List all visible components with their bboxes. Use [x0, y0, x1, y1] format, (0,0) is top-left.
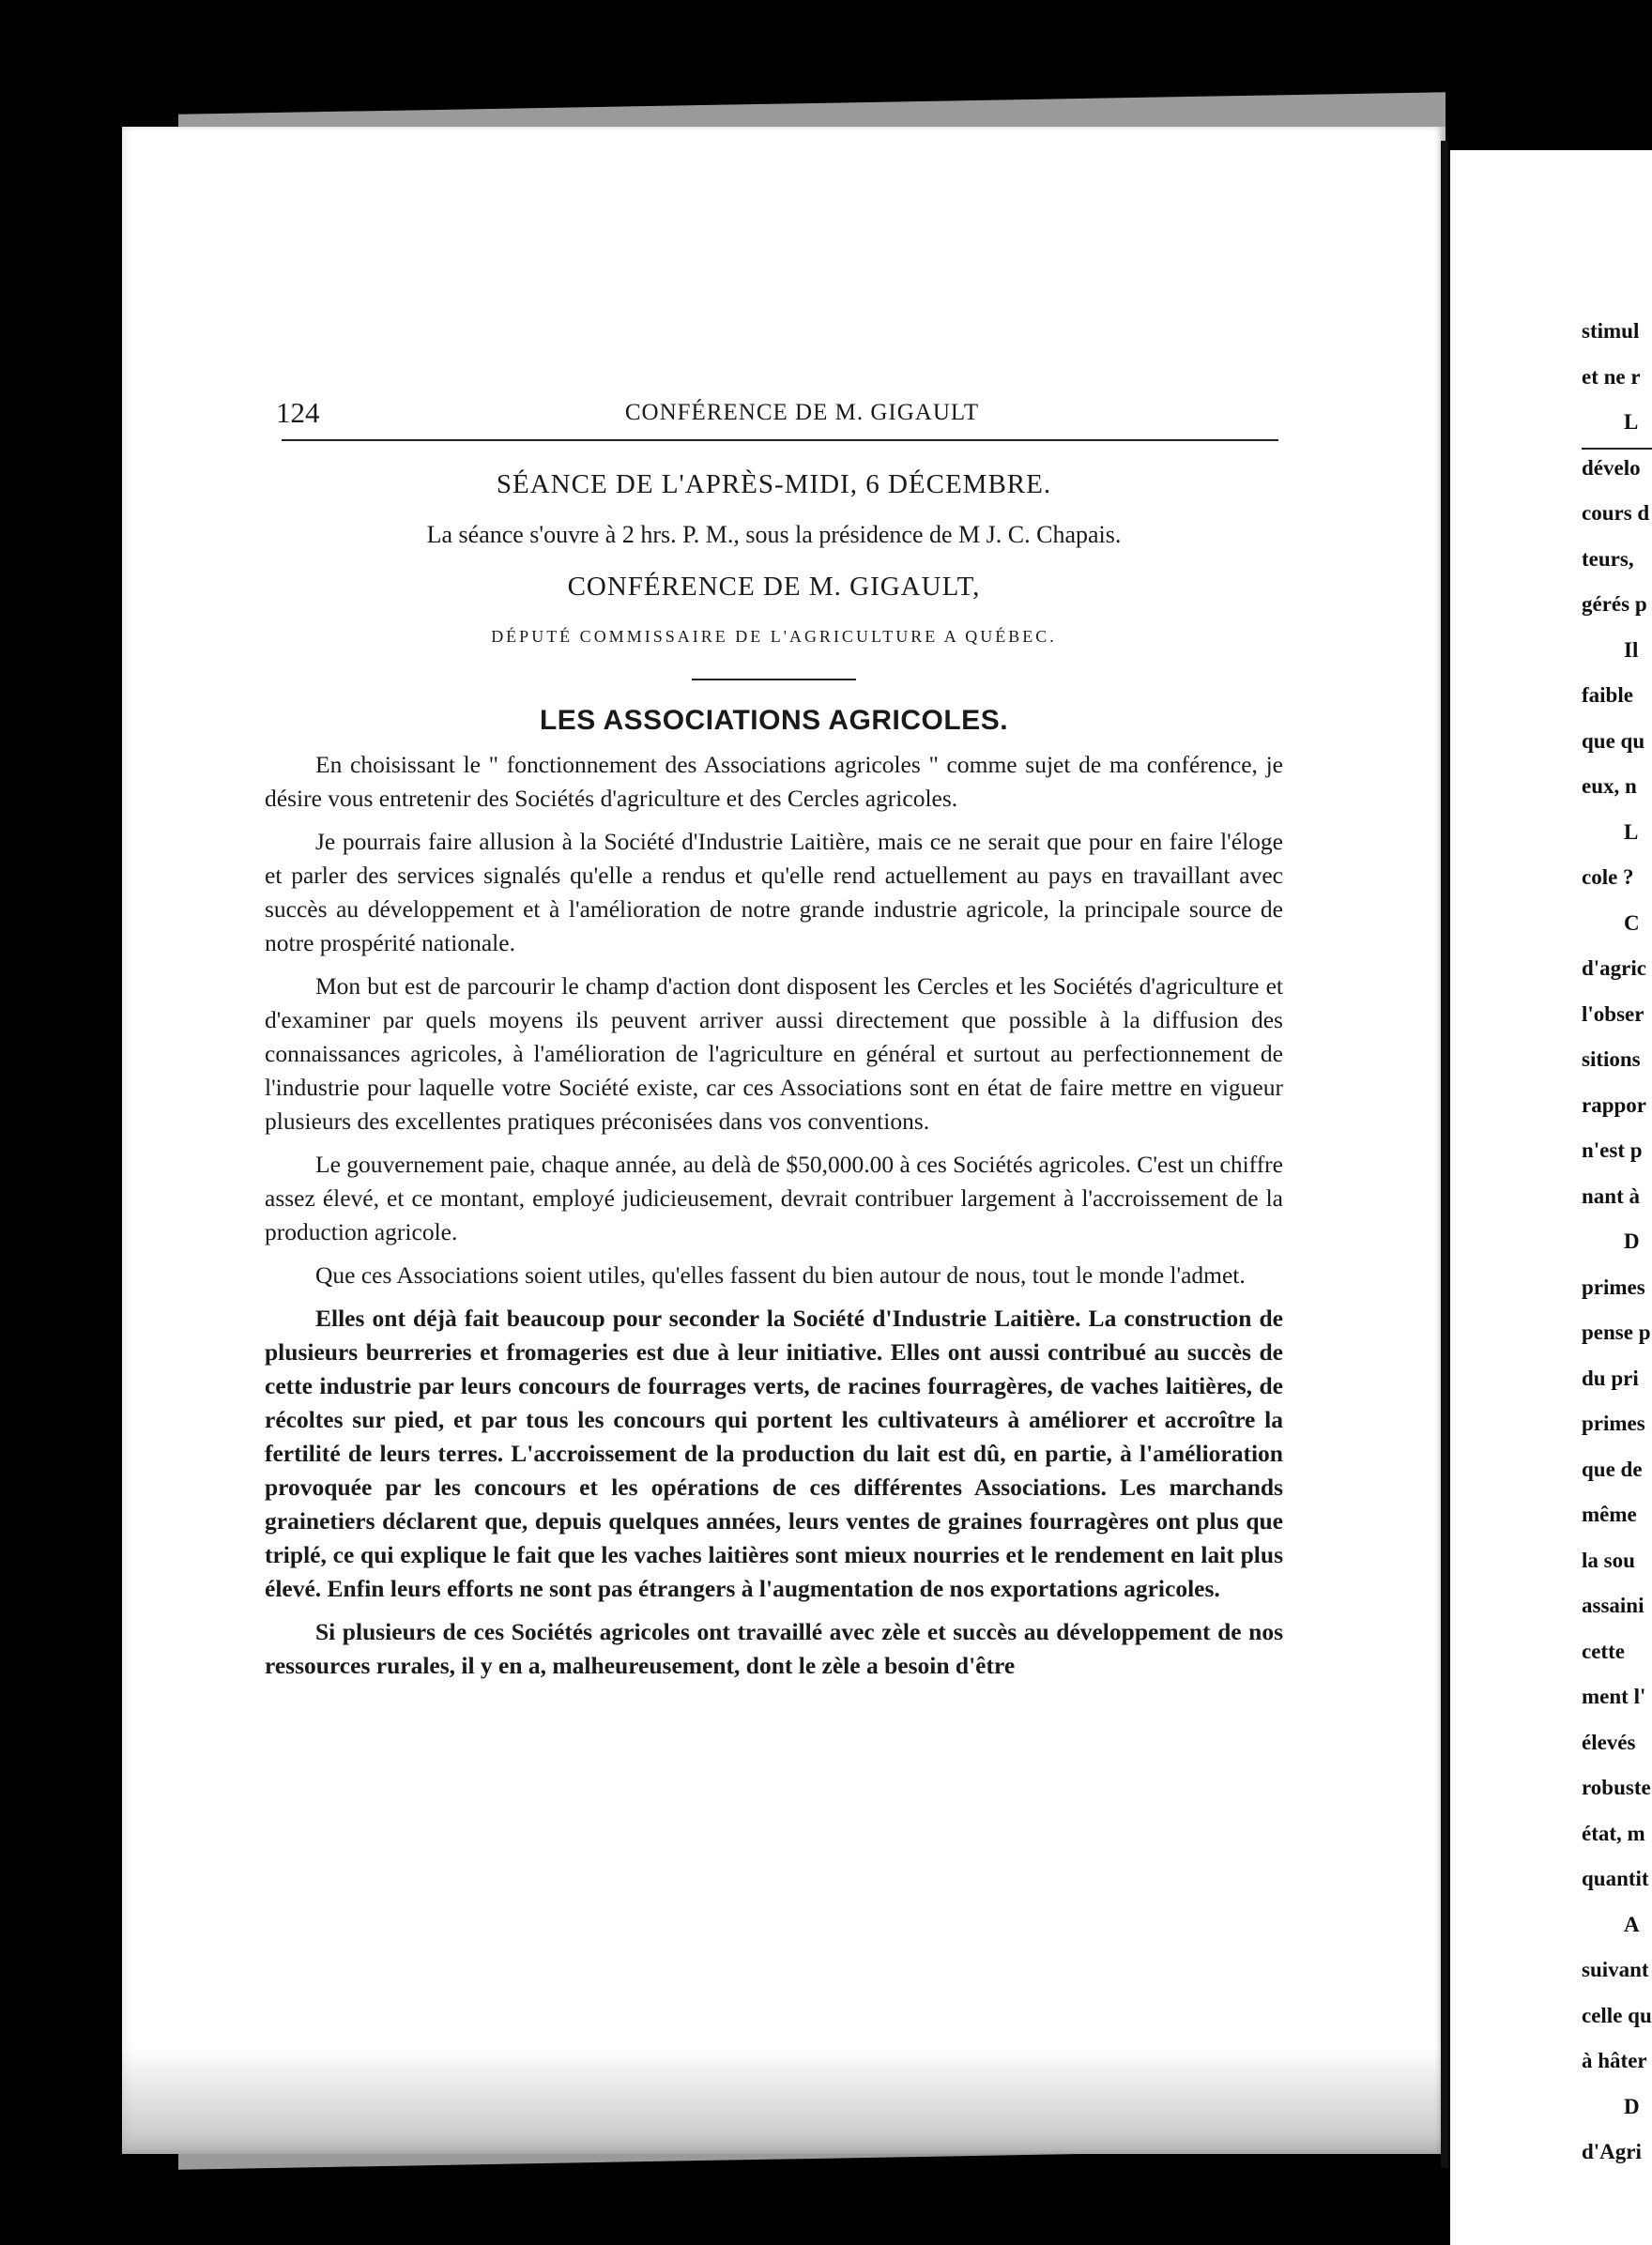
right-page-line: quantit — [1582, 1867, 1649, 1890]
right-page-line: D — [1624, 2094, 1640, 2118]
right-page-line: eux, n — [1582, 774, 1637, 798]
right-page-line: que qu — [1582, 728, 1645, 753]
right-page-line: dévelo — [1582, 455, 1641, 480]
right-page-line: suivant — [1582, 1958, 1649, 1981]
page-bottom-shadow — [122, 2046, 1446, 2154]
right-page-line: d'agric — [1582, 956, 1646, 980]
right-page-line: stimul — [1582, 319, 1640, 343]
paragraph: Que ces Associations soient utiles, qu'elles fassent du bien autour de nous, tout le monde l'admet. — [315, 1261, 1246, 1289]
session-heading: SÉANCE DE L'APRÈS-MIDI, 6 DÉCEMBRE. — [496, 469, 1052, 499]
right-page-line: état, m — [1582, 1821, 1645, 1845]
right-page-line: C — [1624, 910, 1640, 935]
paragraph: Le gouvernement paie, chaque année, au delà de $50,000.00 à ces Sociétés agricoles. C'est un chiffre assez élevé, et ce montant, employé judicieusement, devrait contribuer largement à l'accroissement de la production agricole. — [265, 1151, 1283, 1245]
right-page-header-rule — [1582, 448, 1652, 450]
right-page-line: assaini — [1582, 1594, 1644, 1617]
right-page-line: celle qu — [1582, 2003, 1652, 2027]
paragraph: En choisissant le " fonctionnement des Associations agricoles " comme sujet de ma conférence, je désire vous entretenir des Sociétés d'agriculture et des Cercles agricoles. — [265, 751, 1283, 812]
session-opening: La séance s'ouvre à 2 hrs. P. M., sous la présidence de M J. C. Chapais. — [426, 521, 1122, 548]
right-page-line: et ne r — [1582, 364, 1641, 389]
right-page-line: Il — [1624, 637, 1639, 662]
page-number: 124 — [276, 396, 320, 429]
section-heading: LES ASSOCIATIONS AGRICOLES. — [539, 705, 1009, 736]
body-text — [265, 748, 1283, 1683]
right-page-line: du pri — [1582, 1366, 1639, 1390]
right-page-line: faible — [1582, 683, 1633, 707]
paragraph: Si plusieurs de ces Sociétés agricoles ont travaillé avec zèle et succès au développement de nos ressources rurales, il y en a, malheureusement, dont le zèle a besoin d'être — [265, 1618, 1283, 1679]
page-content — [265, 385, 1283, 1692]
running-title: CONFÉRENCE DE M. GIGAULT — [624, 400, 980, 425]
right-page-line: primes — [1582, 1275, 1645, 1299]
right-page-line: cours d — [1582, 501, 1650, 525]
right-page-line: n'est p — [1582, 1138, 1643, 1162]
paragraph: Elles ont déjà fait beaucoup pour seconder la Société d'Industrie Laitière. La construction de plusieurs beurreries et fromageries est due à leur initiative. Elles ont aussi contribué au succès de cette industrie par leurs concours de fourrages verts, de racines fourragères, de vaches laitières, de récoltes sur pied, et par tous les concours qui portent les cultivateurs à améliorer et accroître la fertilité de leurs terres. L'accroissement de la production du lait est dû, en partie, à l'amélioration provoquée par les concours et les opérations de ces différentes Associations. Les marchands grainetiers déclarent que, depuis quelques années, leurs ventes de graines fourragères ont plus que triplé, ce qui explique le fait que les vaches laitières sont mieux nourries et le rendement en lait plus élevé. Enfin leurs efforts ne sont pas étrangers à l'augmentation de nos exportations agricoles. — [265, 1305, 1283, 1602]
right-page-line: d'Agri — [1582, 2140, 1642, 2163]
right-page-line: élevés — [1582, 1730, 1636, 1754]
right-page-fragment — [1450, 150, 1652, 2245]
running-head — [265, 385, 1283, 439]
right-page-line: robuste — [1582, 1776, 1651, 1799]
right-page-line: gérés p — [1582, 592, 1647, 616]
right-page-line: l'obser — [1582, 1001, 1644, 1026]
right-page-line: ment l' — [1582, 1685, 1646, 1708]
book-gutter — [1441, 141, 1448, 2168]
right-page-line: pense p — [1582, 1321, 1651, 1344]
right-page-line: nant à — [1582, 1184, 1640, 1208]
right-page-line: sitions — [1582, 1047, 1641, 1071]
right-page-line: D — [1624, 1229, 1640, 1253]
right-page-line: L — [1624, 410, 1639, 434]
paragraph: Je pourrais faire allusion à la Société d'Industrie Laitière, mais ce ne serait que pour en faire l'éloge et parler des services signalés qu'elle a rendus et qu'elle rend actuellement au pays en travaillant avec succès au développement et à l'amélioration de notre grande industrie agricole, la principale source de notre prospérité nationale. — [265, 828, 1283, 956]
right-page-line: rappor — [1582, 1092, 1646, 1117]
right-page-line: que de — [1582, 1457, 1643, 1481]
right-page-line: teurs, — [1582, 546, 1634, 571]
conference-title: CONFÉRENCE DE M. GIGAULT, — [567, 572, 981, 602]
right-page-line: cole ? — [1582, 865, 1634, 889]
right-page-line: même — [1582, 1503, 1637, 1526]
right-page-line: à hâter — [1582, 2049, 1647, 2072]
right-page-line: cette — [1582, 1639, 1625, 1663]
right-page-line: primes — [1582, 1412, 1645, 1435]
header-rule — [282, 439, 1278, 441]
speaker-role: DÉPUTÉ COMMISSAIRE DE L'AGRICULTURE A QUÉBEC. — [491, 627, 1057, 646]
right-page-line: A — [1624, 1912, 1640, 1936]
paragraph: Mon but est de parcourir le champ d'action dont disposent les Cercles et les Sociétés d'agriculture et d'examiner par quels moyens ils peuvent arriver aussi directement que possible à la diffusion des connaissances agricoles, à l'amélioration de l'agriculture en général et surtout au perfectionnement de l'industrie pour laquelle votre Société existe, car ces Associations sont en état de faire mettre en vigueur plusieurs des excellentes pratiques préconisées dans vos conventions. — [265, 972, 1283, 1135]
section-divider — [692, 679, 856, 680]
right-page-line: L — [1624, 819, 1639, 844]
right-page-line: la sou — [1582, 1548, 1635, 1572]
